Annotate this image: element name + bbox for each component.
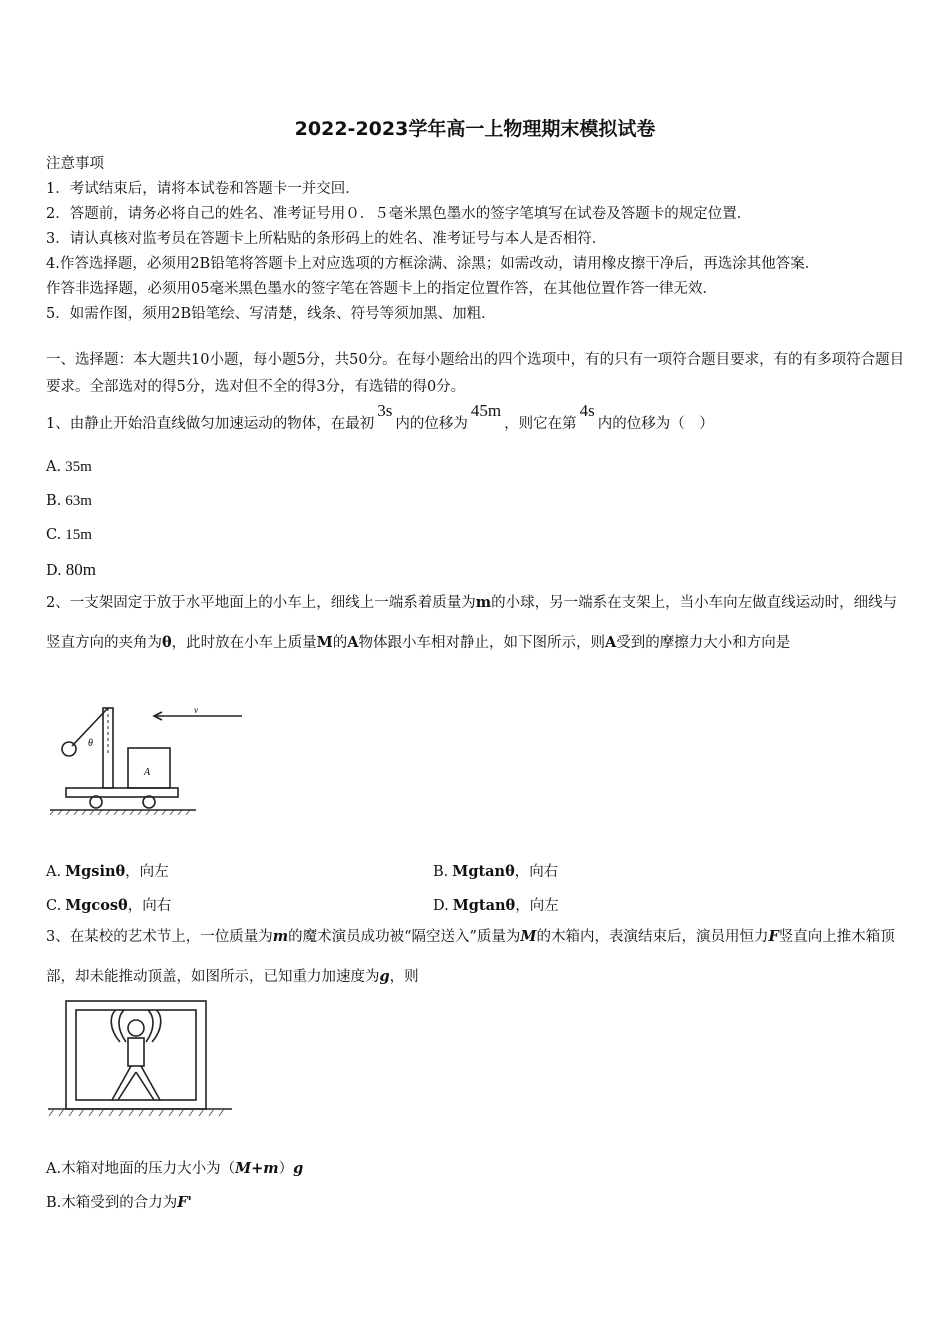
- q1-option-b: [46, 493, 92, 510]
- option-direction: ，向右: [514, 864, 559, 880]
- option-label: C.: [46, 898, 62, 914]
- option-math: F': [177, 1194, 192, 1211]
- q3-text: ，则: [389, 969, 419, 985]
- angle-label: θ: [88, 738, 93, 749]
- q1-value-second: 4s: [579, 401, 595, 420]
- q2-option-a: [46, 860, 169, 881]
- option-value: 63m: [65, 493, 92, 509]
- q3-text: 的魔术演员成功被“隔空送入”质量为: [288, 929, 521, 945]
- q3-text: 3、在某校的艺术节上，一位质量为: [46, 929, 273, 945]
- performer-left-arm: [119, 1010, 126, 1042]
- q1-option-d: [46, 560, 96, 580]
- notice-item: 作答非选择题，必须用05毫米黑色墨水的签字笔在答题卡上的指定位置作答，在其他位置作答一律无效．: [46, 281, 717, 297]
- option-math: M+m: [235, 1160, 279, 1177]
- section-heading: 一、选择题：本大题共10小题，每小题5分，共50分。在每小题给出的四个选项中，有的只有一项符合题目要求，有的有多项符合题目要求。全部选对的得5分，选对但不全的得3分，有选错的得0分。: [46, 352, 905, 395]
- q3-symbol-g: g: [379, 968, 390, 985]
- q2-symbol-M: M: [316, 634, 333, 651]
- option-value: 15m: [65, 527, 92, 543]
- question-2-stem: [46, 583, 906, 663]
- option-value: 35m: [65, 459, 92, 475]
- notice-item: 3．请认真核对监考员在答题卡上所粘贴的条形码上的姓名、准考证号与本人是否相符．: [46, 231, 607, 247]
- option-text: ）: [278, 1161, 294, 1177]
- ball: [62, 742, 76, 756]
- performer-right-arm: [146, 1010, 153, 1042]
- q2-text: 的小球，另一端系在支架上，当小车向左做直线运动时，细线与竖直方向的夹角为: [46, 595, 898, 651]
- option-text: B.木箱受到的合力为: [46, 1195, 178, 1211]
- q2-symbol-m: m: [475, 594, 492, 611]
- q2-symbol-A: A: [347, 634, 359, 651]
- option-label: D.: [433, 898, 449, 914]
- option-value: Mgcosθ: [65, 897, 128, 914]
- wooden-box-inner: [76, 1010, 196, 1100]
- q3-symbol-m: m: [272, 928, 289, 945]
- question-1-stem: [46, 401, 714, 433]
- q1-option-c: [46, 527, 92, 544]
- option-direction: ，向右: [127, 898, 172, 914]
- q1-option-a: [46, 459, 92, 476]
- option-value: Mgsinθ: [65, 863, 126, 880]
- option-direction: ，向左: [125, 864, 169, 880]
- q1-value-time: 3s: [377, 401, 393, 420]
- option-value: Mgtanθ: [452, 863, 515, 880]
- option-label: B.: [433, 864, 449, 880]
- option-value: Mgtanθ: [452, 897, 516, 914]
- wooden-box-outer: [66, 1001, 206, 1109]
- performer-body: [128, 1038, 144, 1066]
- notice-item: 4.作答选择题，必须用2B铅笔将答题卡上对应选项的方框涂满、涂黑；如需改动，请用橡皮擦干净后，再选涂其他答案．: [46, 256, 820, 272]
- q2-text: 受到的摩擦力大小和方向是: [616, 635, 791, 651]
- option-label: B.: [46, 493, 62, 509]
- q3-symbol-M: M: [520, 928, 537, 945]
- q3-text: 竖直向上推木箱顶部，却未能推动顶盖，如图所示，已知重力加速度为: [46, 929, 895, 985]
- question-3-stem: [46, 917, 906, 997]
- notice-item: 5．如需作图，须用2B铅笔绘、写清楚，线条、符号等须加黑、加粗．: [46, 306, 496, 322]
- option-text: A.木箱对地面的压力大小为（: [46, 1161, 236, 1177]
- performer-head: [128, 1020, 144, 1036]
- option-direction: ，向左: [515, 898, 559, 914]
- q1-value-displacement: 45m: [470, 401, 502, 420]
- notice-item: 1．考试结束后，请将本试卷和答题卡一并交回．: [46, 181, 360, 197]
- q3-option-a: [46, 1157, 303, 1178]
- cart-pendulum-figure: [46, 700, 246, 820]
- q3-symbol-F: F: [768, 928, 779, 945]
- option-label: D.: [46, 563, 62, 579]
- q2-option-d: [433, 894, 559, 915]
- block-label: A: [144, 767, 151, 778]
- q2-text: 的: [332, 635, 348, 651]
- q1-text-3: ，则它在第: [504, 416, 577, 432]
- page-title: 2022-2023学年高一上物理期末模拟试卷: [294, 118, 656, 140]
- q2-text: ，此时放在小车上质量: [171, 635, 317, 651]
- q1-text-2: 内的位移为: [395, 416, 468, 432]
- notice-heading: 注意事项: [46, 156, 104, 172]
- q2-symbol-A: A: [605, 634, 617, 651]
- q1-text-4: 内的位移为（ ）: [597, 416, 714, 432]
- q3-option-b: [46, 1191, 192, 1212]
- q1-text-1: 1、由静止开始沿直线做匀加速运动的物体，在最初: [46, 416, 375, 432]
- q2-option-c: [46, 894, 171, 915]
- magic-box-figure: [46, 998, 236, 1123]
- q2-text: 物体跟小车相对静止，如下图所示，则: [358, 635, 605, 651]
- q2-text: 2、一支架固定于放于水平地面上的小车上，细线上一端系着质量为: [46, 595, 476, 611]
- velocity-label: v: [194, 705, 198, 715]
- option-value: 80m: [65, 560, 96, 579]
- q3-text: 的木箱内，表演结束后，演员用恒力: [536, 929, 769, 945]
- option-label: C.: [46, 527, 62, 543]
- q2-option-b: [433, 860, 558, 881]
- q2-symbol-theta: θ: [162, 634, 172, 651]
- notice-item: 2．答题前，请务必将自己的姓名、准考证号用０．５毫米黑色墨水的签字笔填写在试卷及答题卡的规定位置．: [46, 206, 752, 222]
- cart-body: [66, 788, 178, 797]
- option-label: A.: [46, 864, 62, 880]
- option-label: A.: [46, 459, 62, 475]
- option-math: g: [293, 1160, 304, 1177]
